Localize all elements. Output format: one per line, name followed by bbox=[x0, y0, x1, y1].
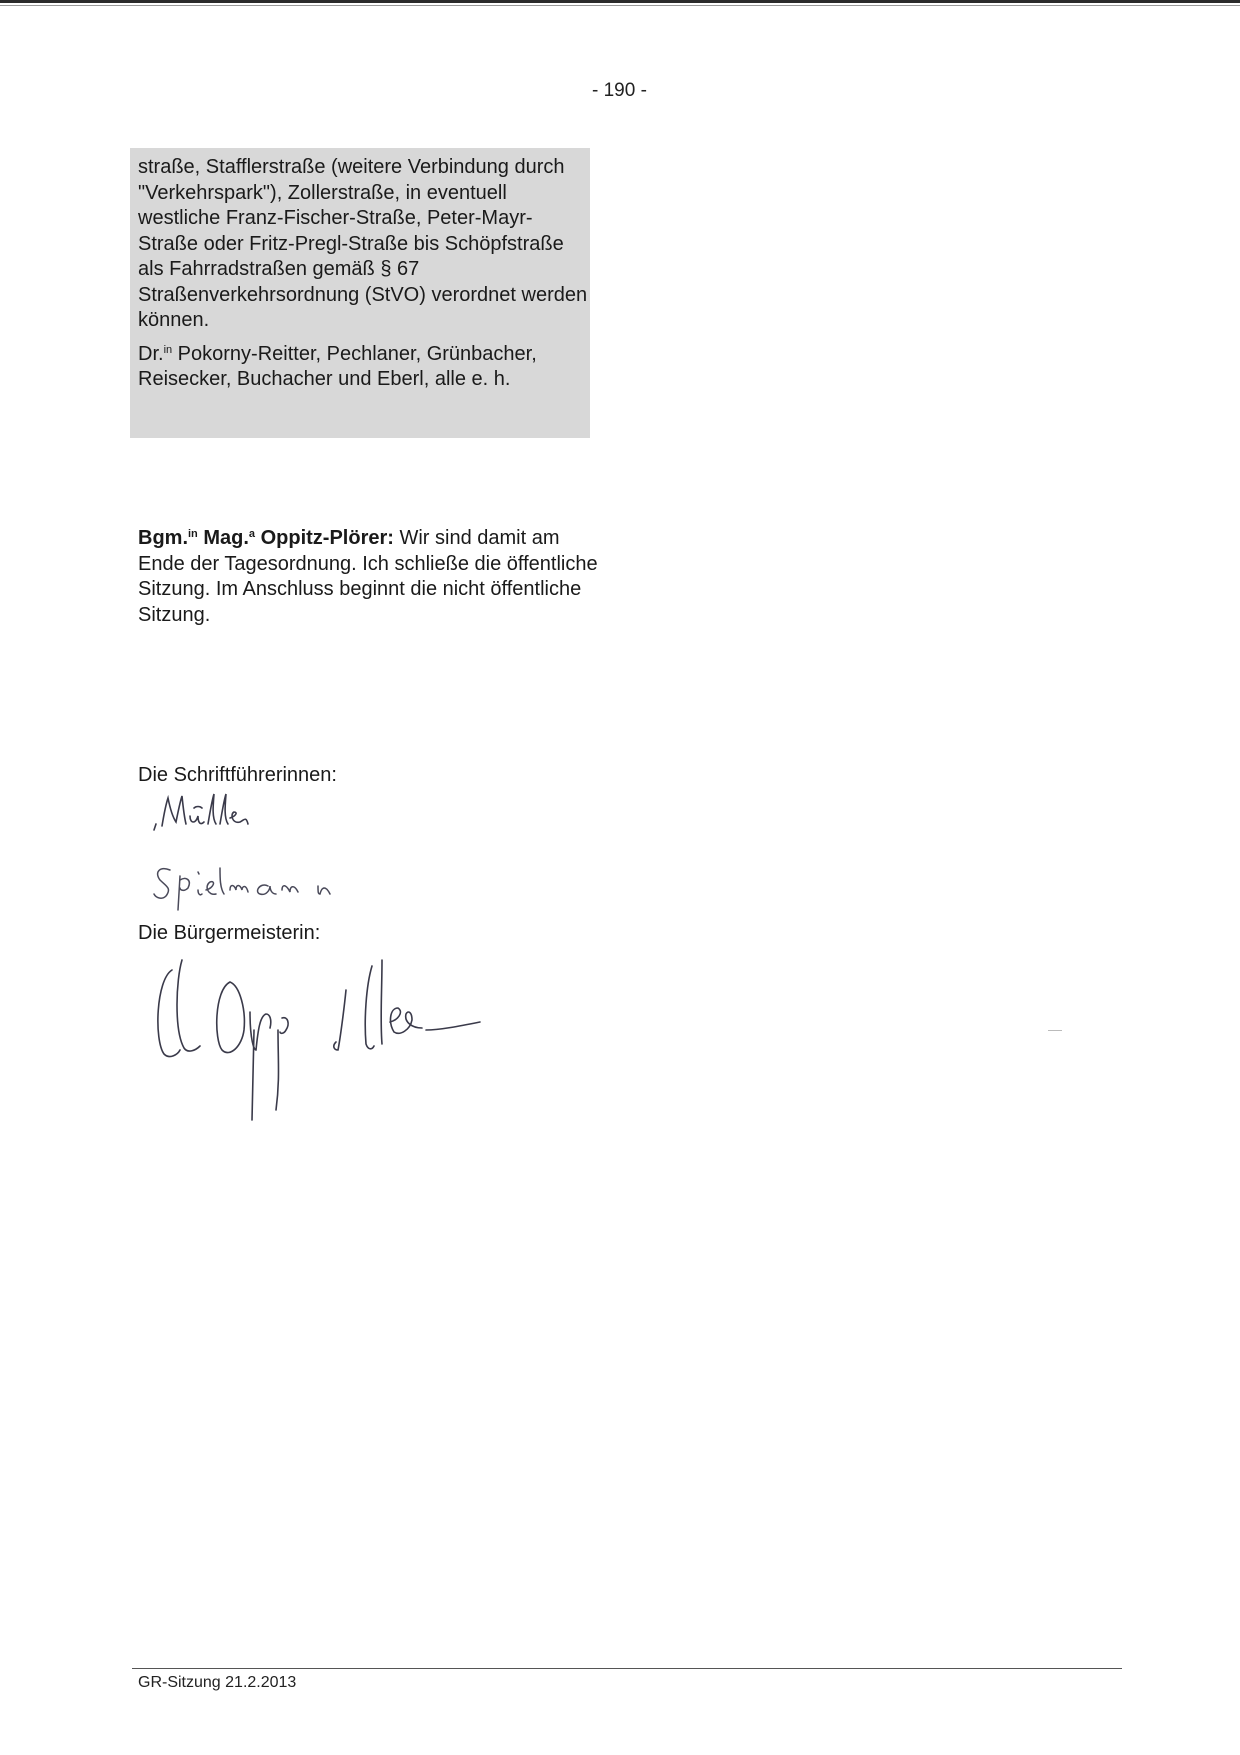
mayor-label: Die Bürgermeisterin: bbox=[138, 922, 321, 944]
scan-edge bbox=[0, 0, 1240, 3]
signers-title: Dr. bbox=[138, 342, 164, 365]
footer-text: GR-Sitzung 21.2.2013 bbox=[138, 1674, 297, 1691]
secretaries-label: Die Schriftführerinnen: bbox=[138, 764, 337, 786]
speaker-title-2: Mag. bbox=[197, 527, 249, 549]
signature-mueller bbox=[150, 786, 310, 834]
footer-divider bbox=[132, 1668, 1122, 1669]
motion-body: straße, Stafflerstraße (weitere Verbindung durch "Verkehrspark"), Zollerstraße, in eventuell westliche Franz-Fischer-Straße, Peter-Mayr-Straße oder Fritz-Pregl-Straße bis Schöpfstraße als Fahrradstraßen gemäß § 67 Straßenverkehrsordnung (StVO) verordnet werden können. bbox=[138, 156, 588, 331]
speaker-name: Oppitz-Plörer: bbox=[255, 527, 394, 549]
speaker-title-1: Bgm. bbox=[138, 527, 188, 549]
motion-signers bbox=[138, 342, 588, 393]
scan-edge-secondary bbox=[0, 5, 1240, 6]
closing-text: Wir sind damit am Ende der Tagesordnung. Ich schließe die öffentliche Sitzung. Im Anschluss beginnt die nicht öffentliche Sitzung. bbox=[138, 527, 598, 626]
signers-title-sup: in bbox=[163, 343, 173, 356]
closing-statement bbox=[138, 526, 598, 628]
signers-names: Pokorny-Reitter, Pechlaner, Grünbacher, Reisecker, Buchacher und Eberl, alle e. h. bbox=[138, 342, 537, 390]
signature-oppitz-ploerer bbox=[150, 950, 550, 1130]
speaker-title-1-sup: in bbox=[188, 528, 198, 540]
motion-text-block bbox=[138, 155, 588, 393]
scan-speck bbox=[1048, 1030, 1062, 1031]
page-number: - 190 - bbox=[592, 80, 647, 101]
closing-paragraph bbox=[138, 526, 598, 628]
speaker-title-2-sup: a bbox=[248, 528, 256, 540]
signature-spielmann bbox=[150, 862, 390, 912]
